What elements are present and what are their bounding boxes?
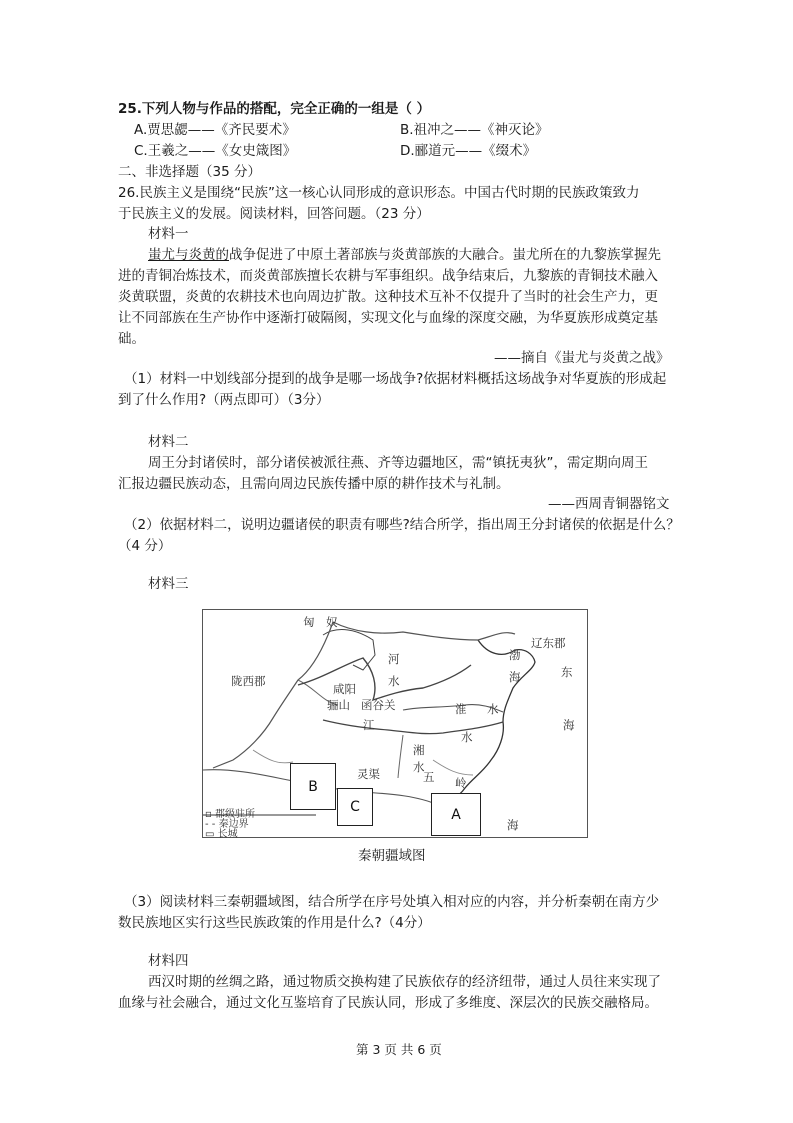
material4-line1: 西汉时期的丝绸之路，通过物质交换构建了民族依存的经济纽带，通过人员往来实现了 (148, 974, 661, 990)
q26-stem-line1: 26.民族主义是围绕“民族”这一核心认同形成的意识形态。中国古代时期的民族政策致力 (118, 185, 640, 201)
map-label-wu: 五 (423, 770, 435, 784)
map-label-he: 河 (388, 652, 400, 666)
map-label-hangu: 函谷关 (361, 698, 396, 712)
map-label-xiang: 湘 (413, 743, 425, 757)
q25-stem: 25.下列人物与作品的搭配，完全正确的一组是（ ） (118, 101, 431, 117)
material2-line1: 周王分封诸侯时，部分诸侯被派往燕、齐等边疆地区，需“镇抚夷狄”，需定期向周王 (148, 455, 648, 471)
page-footer: 第 3 页 共 6 页 (356, 1042, 442, 1057)
map-legend (203, 805, 315, 840)
material1-line3: 炎黄联盟，炎黄的农耕技术也向周边扩散。这种技术互补不仅提升了当时的社会生产力，更 (118, 289, 658, 305)
map-label-bo: 渤 (509, 648, 521, 662)
map-label-ling: 岭 (455, 776, 467, 790)
map-box-b: B (290, 763, 336, 810)
material2-label: 材料二 (148, 434, 189, 450)
material1-line4: 让不同部族在生产协作中逐渐打破隔阂，实现文化与血缘的深度交融，为华夏族形成奠定基 (118, 310, 658, 326)
q26-sub3-line1: （3）阅读材料三秦朝疆域图，结合所学在序号处填入相对应的内容，并分析秦朝在南方少 (124, 894, 660, 910)
material4-label: 材料四 (148, 953, 189, 969)
map-label-lingqu: 灵渠 (357, 767, 380, 781)
map-label-xianyang: 咸阳 (333, 682, 356, 696)
material1-underlined-text: 蚩尤与炎黄的 (148, 247, 229, 263)
q26-sub1-line1: （1）材料一中划线部分提到的战争是哪一场战争?依据材料概括这场战争对华夏族的形成起 (124, 371, 667, 387)
map-label-xiongnu: 匈 奴 (303, 615, 338, 629)
map-label-hai1: 海 (509, 670, 521, 684)
qin-territory-map (202, 609, 588, 838)
q26-sub2-line2: （4 分） (118, 538, 172, 554)
q25-option-c: C.王羲之——《女史箴图》 (134, 143, 297, 159)
map-label-shui1: 水 (388, 674, 400, 688)
legend-item-wall: ▭ 长城 (205, 829, 238, 840)
map-label-shui3: 水 (461, 730, 473, 744)
map-label-lishan: 骊山 (327, 698, 350, 712)
material4-line2: 血缘与社会融合，通过文化互鉴培育了民族认同，形成了多维度、深层次的民族交融格局。 (118, 995, 658, 1011)
legend-item-prefecture: ▫ 郡级驻所 (205, 809, 255, 820)
map-label-dong: 东 (561, 665, 573, 679)
q26-sub3-line2: 数民族地区实行这些民族政策的作用是什么?（4分） (118, 915, 431, 931)
q25-option-a: A.贾思勰——《齐民要术》 (134, 122, 296, 138)
q25-option-d: D.郦道元——《缀术》 (400, 143, 537, 159)
map-label-longxi: 陇西郡 (231, 674, 266, 688)
map-label-huai: 淮 (455, 702, 467, 716)
map-box-c: C (337, 788, 373, 826)
map-label-liaodong: 辽东郡 (531, 636, 566, 650)
q26-stem-line2: 于民族主义的发展。阅读材料，回答问题。（23 分） (118, 206, 430, 222)
map-label-hai-south: 海 (507, 818, 519, 832)
material2-source: ——西周青铜器铭文 (548, 496, 670, 512)
map-outlines (203, 610, 587, 837)
q25-option-b: B.祖冲之——《神灭论》 (400, 122, 549, 138)
material3-label: 材料三 (148, 576, 189, 592)
section-heading: 二、非选择题（35 分） (118, 164, 261, 180)
map-box-a: A (431, 793, 481, 836)
map-label-shui4: 水 (413, 760, 425, 774)
q26-sub1-line2: 到了什么作用?（两点即可）（3分） (118, 392, 330, 408)
material1-line5: 础。 (118, 331, 145, 347)
material1-line2: 进的青铜冶炼技术，而炎黄部族擅长农耕与军事组织。战争结束后，九黎族的青铜技术融入 (118, 268, 658, 284)
material1-label: 材料一 (148, 226, 189, 242)
material2-line2: 汇报边疆民族动态，且需向周边民族传播中原的耕作技术与礼制。 (118, 476, 510, 492)
legend-item-border: - - 秦边界 (205, 819, 249, 830)
material1-source: ——摘自《蚩尤与炎黄之战》 (494, 350, 670, 366)
map-label-shui2: 水 (487, 702, 499, 716)
q26-sub2-line1: （2）依据材料二，说明边疆诸侯的职责有哪些?结合所学，指出周王分封诸侯的依据是什么？ (124, 517, 680, 533)
map-label-jiang: 江 (363, 718, 375, 732)
material1-line1: 蚩尤与炎黄的战争促进了中原土著部族与炎黄部族的大融合。蚩尤所在的九黎族掌握先 (148, 247, 661, 263)
map-label-hai-east: 海 (563, 718, 575, 732)
map-caption: 秦朝疆域图 (358, 848, 426, 864)
